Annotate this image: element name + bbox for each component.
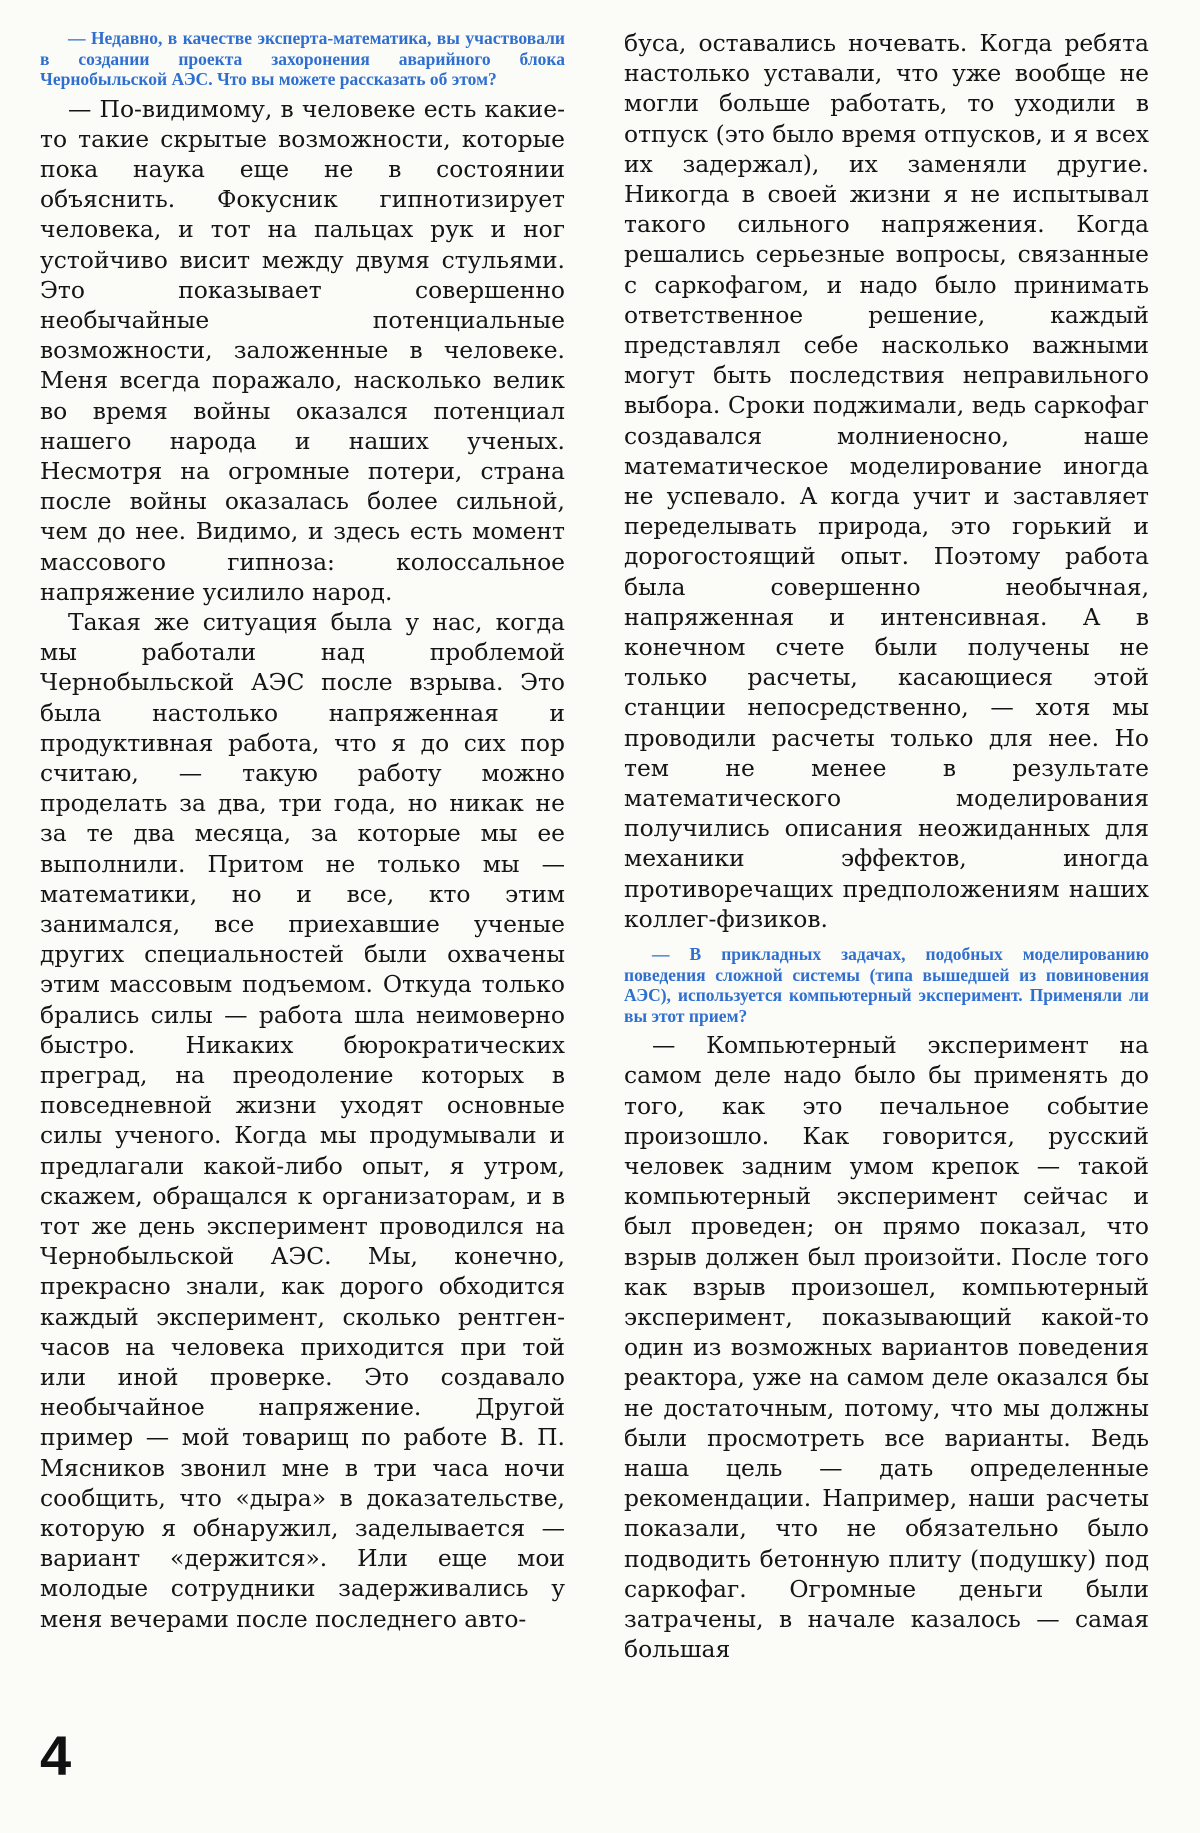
answer-paragraph: Такая же ситуация была у нас, когда мы работали над проблемой Чернобыльской АЭС после взрыва. Это была настолько напряженная и продуктивная работа, что я до сих пор считаю, — такую работу можно проделать за два, три года, но никак не за те два месяца, за которые мы ее выполнили. Притом не только мы — математики, но и все, кто этим занимался, все приехавшие ученые других специальностей были охвачены этим массовым подъемом. Откуда только брались силы — работа шла неимоверно быстро. Никаких бюрократических преград, на преодоление которых в повседневной жизни уходят основные силы ученого. Когда мы продумывали и предлагали какой-либо опыт, я утром, скажем, обращался к организаторам, и в тот же день эксперимент проводился на Чернобыльской АЭС. Мы, конечно, прекрасно знали, как дорого обходится каждый эксперимент, сколько рентген-часов на человека приходится при той или иной проверке. Это создавало необычайное напряжение. Другой пример — мой товарищ по работе В. П. Мясников звонил мне в три часа ночи сообщить, что «дыра» в доказательстве, которую я обнаружил, заделывается — вариант «держится». Или еще мои молодые сотрудники задерживались у меня вечерами после последнего авто-: [40, 607, 565, 1633]
left-column: [40, 28, 565, 1634]
interview-question: — В прикладных задачах, подобных моделированию поведения сложной системы (типа вышедшей из повиновения АЭС), используется компьютерный эксперимент. Применяли ли вы этот прием?: [624, 944, 1149, 1026]
page-number: 4: [40, 1724, 72, 1787]
right-column: [624, 28, 1149, 1664]
interview-question: — Недавно, в качестве эксперта-математика, вы участвовали в создании проекта захоронения аварийного блока Чернобыльской АЭС. Что вы можете рассказать об этом?: [40, 28, 565, 89]
continued-paragraph: буса, оставались ночевать. Когда ребята настолько уставали, что уже вообще не могли больше работать, то уходили в отпуск (это было время отпусков, и я всех их задержал), их заменяли другие. Никогда в своей жизни я не испытывал такого сильного напряжения. Когда решались серьезные вопросы, связанные с саркофагом, и надо было принимать ответственное решение, каждый представлял себе насколько важными могут быть последствия неправильного выбора. Сроки поджимали, ведь саркофаг создавался молниеносно, наше математическое моделирование иногда не успевало. А когда учит и заставляет переделывать природа, это горький и дорогостоящий опыт. Поэтому работа была совершенно необычная, напряженная и интенсивная. А в конечном счете были получены не только расчеты, касающиеся этой станции непосредственно, — хотя мы проводили расчеты только для нее. Но тем не менее в результате математического моделирования получились описания неожиданных для механики эффектов, иногда противоречащих предположениям наших коллег-физиков.: [624, 29, 1149, 933]
answer-paragraph: — По-видимому, в человеке есть какие-то такие скрытые возможности, которые пока наука еще не в состоянии объяснить. Фокусник гипнотизирует человека, и тот на пальцах рук и ног устойчиво висит между двумя стульями. Это показывает совершенно необычайные потенциальные возможности, заложенные в человеке. Меня всегда поражало, насколько велик во время войны оказался потенциал нашего народа и наших ученых. Несмотря на огромные потери, страна после войны оказалась более сильной, чем до нее. Видимо, и здесь есть момент массового гипноза: колоссальное напряжение усилило народ.: [40, 94, 565, 606]
answer-paragraph: — Компьютерный эксперимент на самом деле надо было бы применять до того, как это печальное событие произошло. Как говорится, русский человек задним умом крепок — такой компьютерный эксперимент сейчас и был проведен; он прямо показал, что взрыв должен был произойти. После того как взрыв произошел, компьютерный эксперимент, показывающий какой-то один из возможных вариантов поведения реактора, уже на самом деле оказался бы не достаточным, потому, что мы должны были просмотреть все варианты. Ведь наша цель — дать определенные рекомендации. Например, наши расчеты показали, что не обязательно было подводить бетонную плиту (подушку) под саркофаг. Огромные деньги были затрачены, в начале казалось — самая большая: [624, 1031, 1149, 1664]
